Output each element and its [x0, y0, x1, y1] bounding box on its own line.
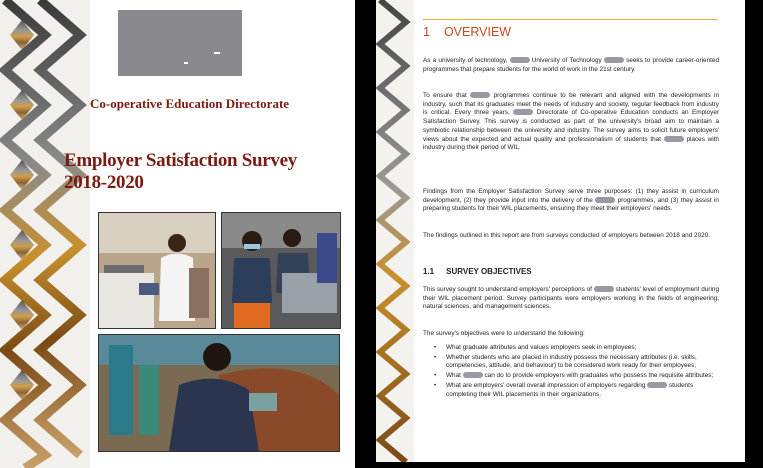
list-item: • What graduate attributes and values employers seek in employees; — [434, 344, 719, 353]
subsection-heading-objectives: 1.1 SURVEY OBJECTIVES — [423, 267, 532, 276]
engineering-students-photo — [221, 212, 341, 329]
cover-title: Employer Satisfaction Survey 2018-2020 — [64, 150, 297, 193]
report-page — [376, 0, 745, 462]
paragraph-intro: As a university of technology, University of Technology seeks to provide career-oriented programmes that prepare students for the world of work in the 21st century. — [423, 57, 720, 73]
paragraph-findings: Findings from the Employer Satisfaction Survey serve three purposes: (1) they assist in curriculum development, (2) they provide input into the delivery of the programmes, and (3) they assist in preparing students for their WIL placements, ensuring they meet their employers' needs. — [423, 188, 719, 213]
list-item: • What are employers' overall overall impression of employers regarding students completing their WIL placements in their organizations. — [434, 382, 719, 399]
paragraph-purpose: To ensure that programmes continue to be relevant and aligned with the developments in industry, such that its graduates meet the needs of industry and society, regular feedback from industry is critical. Every three years, Directorate of Co-operative Education conducts an Employer Satisfaction Survey. This survey is conducted as part of the university's broad aim to maintain a symbiotic relationship between the university and industry. The survey aims to solicit future employers' views about the expected and actual quality and professionalism of students that places with industry during their period of WIL. — [423, 92, 720, 152]
list-item: • What can do to provide employers with graduates who possess the requisite attributes; — [434, 372, 719, 381]
header-rule — [423, 19, 717, 20]
paragraph-timeframe: The findings outlined in this report are from surveys conducted of employers between 2018 and 2020. — [423, 232, 711, 239]
redaction — [595, 197, 615, 203]
university-logo-redacted — [118, 10, 242, 76]
redaction — [647, 382, 667, 388]
lab-technician-photo — [98, 212, 216, 329]
paragraph-objectives-intro: The survey's objectives were to understand the following: — [423, 330, 585, 337]
redaction — [664, 136, 684, 142]
veterinary-students-photo — [98, 334, 340, 452]
section-number: 1 — [423, 25, 430, 39]
redaction — [513, 109, 533, 115]
cover-decorative-pattern — [0, 0, 90, 468]
section-heading-overview — [423, 25, 511, 39]
objectives-list — [434, 344, 719, 400]
redaction — [470, 92, 490, 98]
redaction — [594, 286, 614, 292]
section-title: OVERVIEW — [443, 25, 512, 39]
redaction — [463, 372, 483, 378]
report-decorative-pattern — [376, 0, 414, 462]
redaction — [604, 57, 624, 63]
redaction — [510, 57, 530, 63]
cover-page — [0, 0, 355, 468]
directorate-name: Co-operative Education Directorate — [90, 96, 290, 111]
paragraph-survey-scope: This survey sought to understand employers' perceptions of students' level of employment during their WIL placement period. Survey participants were employers working in the fields of engineering, natural sciences, and management sciences. — [423, 286, 720, 311]
list-item: • Whether students who are placed in industry possess the necessary attributes (i.e. skills, competencies, attitude, and behaviour) to be considered work ready for their employees; — [434, 354, 719, 371]
